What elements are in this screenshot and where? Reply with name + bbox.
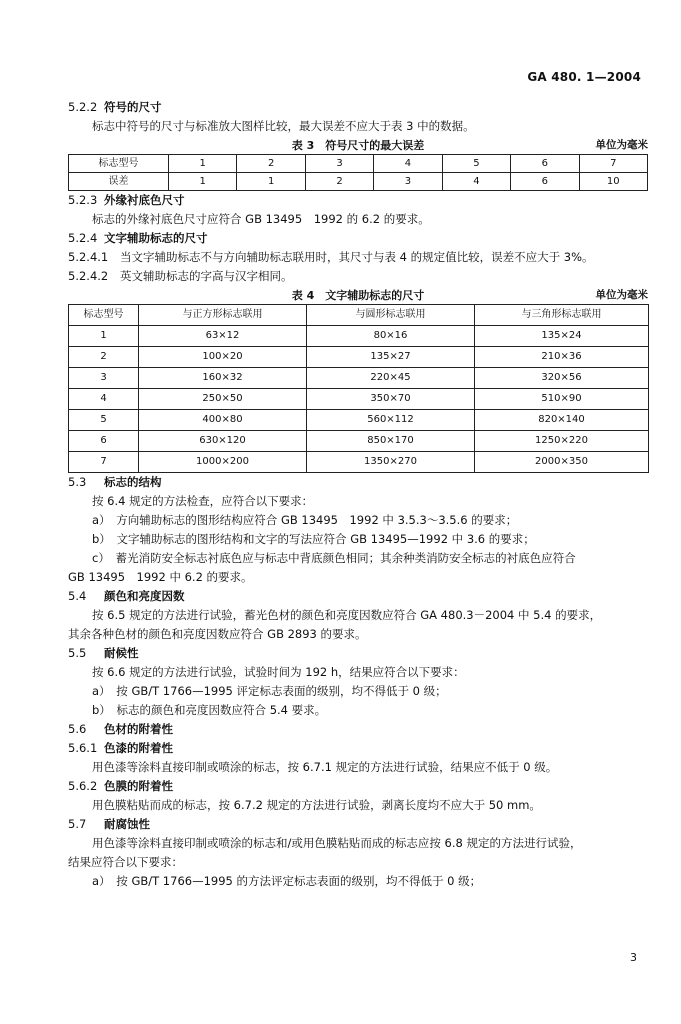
table-cell: 250×50 (139, 389, 307, 410)
list-item: a） 按 GB/T 1766—1995 的方法评定标志表面的级别，均不得低于 0 级； (92, 873, 482, 888)
paragraph-5-3-intro: 按 6.4 规定的方法检查，应符合以下要求： (92, 493, 314, 508)
table-cell: 400×80 (139, 410, 307, 431)
table-cell: 560×112 (307, 410, 475, 431)
table4-header-row (69, 305, 649, 326)
paragraph-5-2-4-1: 5.2.4.1 当文字辅助标志不与方向辅助标志联用时，其尺寸与表 4 的规定值比较，误差不应大于 3%。 (68, 249, 594, 264)
table4 (68, 304, 649, 473)
table-cell: 1250×220 (475, 431, 649, 452)
table4-caption: 表 4 文字辅助标志的尺寸 单位为毫米 (291, 288, 648, 302)
table-cell: 4 (442, 173, 510, 191)
paragraph-5-5-intro: 按 6.6 规定的方法进行试验，试验时间为 192 h，结果应符合以下要求： (92, 664, 465, 679)
paragraph-5-7: 用色漆等涂料直接印制或喷涂的标志和/或用色膜粘贴而成的标志应按 6.8 规定的方法进行试验， (92, 835, 582, 850)
table-cell: 210×36 (475, 347, 649, 368)
table-cell: 850×170 (307, 431, 475, 452)
table-row (69, 347, 649, 368)
page-number: 3 (630, 951, 637, 964)
table-cell: 820×140 (475, 410, 649, 431)
table-header: 标志型号 (69, 305, 139, 326)
table-row (69, 452, 649, 473)
heading-5-6-1: 5.6.1 色漆的附着性 (68, 740, 173, 755)
paragraph-5-4-continued: 其余各种色材的颜色和亮度因数应符合 GB 2893 的要求。 (68, 626, 367, 641)
table-cell: 510×90 (475, 389, 649, 410)
heading-5-6: 5.6 色材的附着性 (68, 721, 173, 736)
paragraph-5-7-continued: 结果应符合以下要求： (68, 854, 183, 869)
list-item: c） 蓄光消防安全标志衬底色应与标志中背底颜色相同；其余种类消防安全标志的衬底色应符合 (92, 550, 576, 565)
table3 (68, 154, 648, 191)
table-cell: 6 (511, 173, 579, 191)
paragraph-5-2-2: 标志中符号的尺寸与标准放大图样比较，最大误差不应大于表 3 中的数据。 (92, 118, 475, 133)
table-cell: 7 (579, 155, 647, 173)
table-cell: 1350×270 (307, 452, 475, 473)
table-cell: 100×20 (139, 347, 307, 368)
table-row (69, 326, 649, 347)
table-cell: 80×16 (307, 326, 475, 347)
document-id: GA 480. 1—2004 (527, 70, 641, 84)
table-cell: 2 (237, 155, 305, 173)
table-cell: 4 (69, 389, 139, 410)
table-cell: 63×12 (139, 326, 307, 347)
table-row (69, 410, 649, 431)
table-cell: 2 (305, 173, 373, 191)
paragraph-5-4: 按 6.5 规定的方法进行试验，蓄光色材的颜色和亮度因数应符合 GA 480.3－2004 中 5.4 的要求， (92, 607, 602, 622)
paragraph-5-6-1: 用色漆等涂料直接印制或喷涂的标志，按 6.7.1 规定的方法进行试验，结果应不低于 0 级。 (92, 759, 558, 774)
table-cell: 350×70 (307, 389, 475, 410)
table-header: 与圆形标志联用 (307, 305, 475, 326)
table3-type-row (69, 155, 648, 173)
table-cell: 5 (442, 155, 510, 173)
paragraph-5-2-3: 标志的外缘衬底色尺寸应符合 GB 13495 1992 的 6.2 的要求。 (92, 211, 430, 226)
table-cell: 10 (579, 173, 647, 191)
heading-5-5: 5.5 耐候性 (68, 645, 139, 660)
table-cell: 220×45 (307, 368, 475, 389)
table-header: 与正方形标志联用 (139, 305, 307, 326)
table3-caption: 表 3 符号尺寸的最大误差 单位为毫米 (291, 138, 648, 152)
table-cell: 3 (69, 368, 139, 389)
table-cell: 误差 (69, 173, 169, 191)
table3-unit: 单位为毫米 (595, 138, 648, 151)
document-body (68, 98, 648, 891)
heading-5-6-2: 5.6.2 色膜的附着性 (68, 778, 173, 793)
list-item: b） 标志的颜色和亮度因数应符合 5.4 要求。 (92, 702, 327, 717)
table-cell: 1 (69, 326, 139, 347)
heading-5-7: 5.7 耐腐蚀性 (68, 816, 150, 831)
table-cell: 1 (169, 155, 237, 173)
table-cell: 135×27 (307, 347, 475, 368)
table-cell: 7 (69, 452, 139, 473)
list-item-continued: GB 13495 1992 中 6.2 的要求。 (68, 569, 253, 584)
heading-5-4: 5.4 颜色和亮度因数 (68, 588, 185, 603)
table-cell: 630×120 (139, 431, 307, 452)
table-cell: 3 (305, 155, 373, 173)
table-cell: 4 (374, 155, 442, 173)
table-cell: 标志型号 (69, 155, 169, 173)
paragraph-5-2-4-2: 5.2.4.2 英文辅助标志的字高与汉字相同。 (68, 268, 293, 283)
table-cell: 3 (374, 173, 442, 191)
heading-5-2-3: 5.2.3 外缘衬底色尺寸 (68, 192, 185, 207)
table-cell: 6 (69, 431, 139, 452)
table-cell: 1000×200 (139, 452, 307, 473)
table-cell: 1 (237, 173, 305, 191)
table4-unit: 单位为毫米 (595, 288, 648, 301)
heading-5-3: 5.3 标志的结构 (68, 474, 162, 489)
list-item: a） 方向辅助标志的图形结构应符合 GB 13495 1992 中 3.5.3～3.5.6 的要求； (92, 512, 518, 527)
table-row (69, 368, 649, 389)
table3-error-row (69, 173, 648, 191)
list-item: a） 按 GB/T 1766—1995 评定标志表面的级别，均不得低于 0 级； (92, 683, 447, 698)
heading-5-2-2: 5.2.2 符号的尺寸 (68, 99, 162, 114)
heading-5-2-4: 5.2.4 文字辅助标志的尺寸 (68, 230, 208, 245)
table-cell: 160×32 (139, 368, 307, 389)
table-cell: 320×56 (475, 368, 649, 389)
list-item: b） 文字辅助标志的图形结构和文字的写法应符合 GB 13495—1992 中 3.6 的要求； (92, 531, 535, 546)
table-cell: 6 (511, 155, 579, 173)
table-cell: 1 (169, 173, 237, 191)
paragraph-5-6-2: 用色膜粘贴而成的标志，按 6.7.2 规定的方法进行试验，剥离长度均不应大于 50 mm。 (92, 797, 541, 812)
table-cell: 2000×350 (475, 452, 649, 473)
table-cell: 135×24 (475, 326, 649, 347)
table-row (69, 389, 649, 410)
table-header: 与三角形标志联用 (475, 305, 649, 326)
table-cell: 5 (69, 410, 139, 431)
table-cell: 2 (69, 347, 139, 368)
table-row (69, 431, 649, 452)
